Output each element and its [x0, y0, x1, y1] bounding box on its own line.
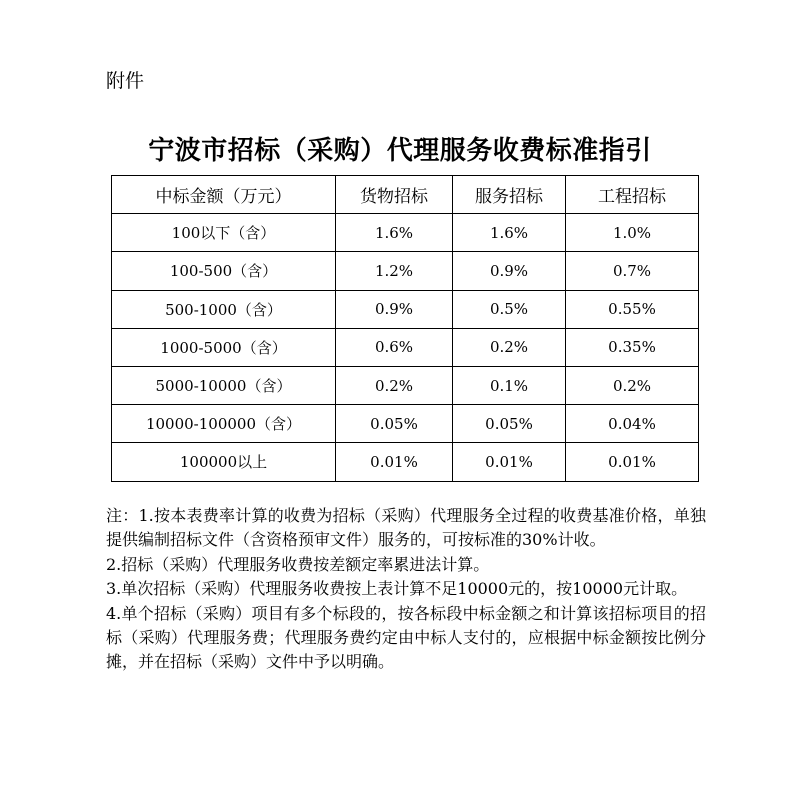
amount-cell: 500-1000（含）	[112, 290, 336, 328]
header-goods: 货物招标	[336, 176, 453, 214]
engineering-rate-cell: 0.35%	[566, 328, 699, 366]
engineering-rate-cell: 0.04%	[566, 405, 699, 443]
table-row	[112, 443, 699, 481]
note-2: 2.招标（采购）代理服务收费按差额定率累进法计算。	[106, 554, 490, 574]
services-rate-cell: 0.1%	[453, 366, 566, 404]
note-4: 4.单个招标（采购）项目有多个标段的，按各标段中标金额之和计算该招标项目的招标（采购）代理服务费；代理服务费约定由中标人支付的，应根据中标金额按比例分摊，并在招标（采购）文件中予以明确。	[106, 603, 706, 672]
header-services: 服务招标	[453, 176, 566, 214]
goods-rate-cell: 0.01%	[336, 443, 453, 481]
goods-rate-cell: 1.2%	[336, 252, 453, 290]
table-row	[112, 214, 699, 252]
amount-cell: 10000-100000（含）	[112, 405, 336, 443]
table-row	[112, 252, 699, 290]
table-row	[112, 366, 699, 404]
amount-cell: 100000以上	[112, 443, 336, 481]
note-1: 注：1.按本表费率计算的收费为招标（采购）代理服务全过程的收费基准价格，单独提供编制招标文件（含资格预审文件）服务的，可按标准的30%计收。	[106, 506, 706, 550]
engineering-rate-cell: 0.01%	[566, 443, 699, 481]
table-header-row	[112, 176, 699, 214]
services-rate-cell: 0.9%	[453, 252, 566, 290]
goods-rate-cell: 1.6%	[336, 214, 453, 252]
engineering-rate-cell: 0.55%	[566, 290, 699, 328]
amount-cell: 5000-10000（含）	[112, 366, 336, 404]
goods-rate-cell: 0.9%	[336, 290, 453, 328]
goods-rate-cell: 0.05%	[336, 405, 453, 443]
fee-rate-table	[111, 175, 699, 482]
table-row	[112, 405, 699, 443]
goods-rate-cell: 0.6%	[336, 328, 453, 366]
services-rate-cell: 0.5%	[453, 290, 566, 328]
table-row	[112, 328, 699, 366]
engineering-rate-cell: 1.0%	[566, 214, 699, 252]
services-rate-cell: 0.01%	[453, 443, 566, 481]
services-rate-cell: 1.6%	[453, 214, 566, 252]
attachment-label: 附件	[106, 70, 145, 92]
notes-section	[106, 504, 706, 675]
services-rate-cell: 0.05%	[453, 405, 566, 443]
document-title: 宁波市招标（采购）代理服务收费标准指引	[148, 136, 652, 166]
amount-cell: 100以下（含）	[112, 214, 336, 252]
amount-cell: 1000-5000（含）	[112, 328, 336, 366]
header-bid-amount: 中标金额（万元）	[112, 176, 336, 214]
services-rate-cell: 0.2%	[453, 328, 566, 366]
header-engineering: 工程招标	[566, 176, 699, 214]
engineering-rate-cell: 0.7%	[566, 252, 699, 290]
note-3: 3.单次招标（采购）代理服务收费按上表计算不足10000元的，按10000元计取。	[106, 579, 688, 599]
engineering-rate-cell: 0.2%	[566, 366, 699, 404]
table-row	[112, 290, 699, 328]
goods-rate-cell: 0.2%	[336, 366, 453, 404]
amount-cell: 100-500（含）	[112, 252, 336, 290]
